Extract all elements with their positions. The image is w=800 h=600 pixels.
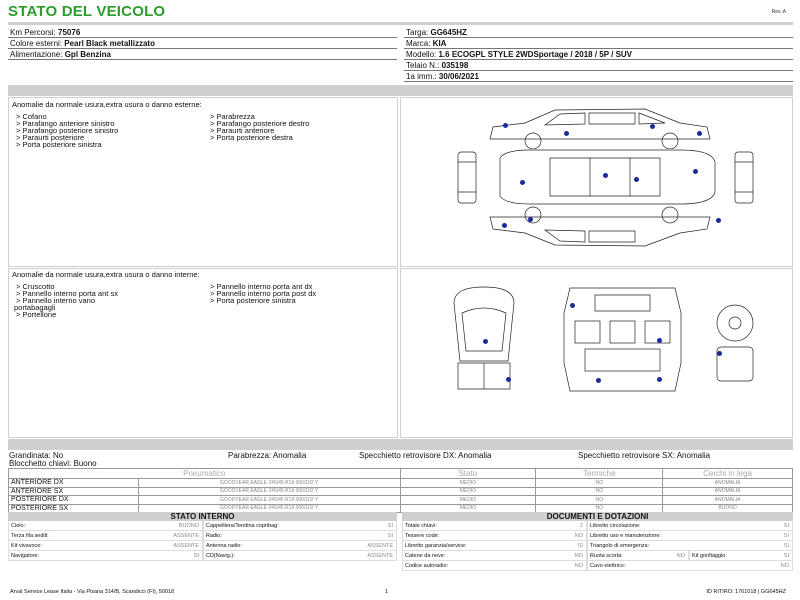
interior-row: Cielo: BUONO <box>8 521 203 531</box>
interior-row: Navigatore: SI <box>8 551 203 561</box>
damage-marker <box>697 131 702 136</box>
damage-marker <box>634 177 639 182</box>
table-row <box>9 487 793 496</box>
car-side-view-icon-2 <box>485 205 715 249</box>
interior-row: Antenna radio: ASSENTE <box>203 541 397 551</box>
internal-damage-title: Anomalie da normale usura,extra usura o danno interne: <box>12 270 200 279</box>
tyre-state: MEDIO <box>400 487 536 496</box>
title-divider <box>8 22 793 25</box>
steering-wheel-icon <box>705 295 765 385</box>
damage-marker <box>657 338 662 343</box>
damage-marker <box>502 223 507 228</box>
tyre-position: ANTERIORE SX <box>9 487 139 496</box>
revision-label: Rev. A <box>771 9 786 15</box>
table-header-row <box>9 469 793 479</box>
list-item: > Parafango posteriore destro <box>210 119 310 128</box>
tyre-model: GOODYEAR EAGLE 245/45 R19 000/102 Y <box>138 487 400 496</box>
mirror-dx-status: Specchietto retrovisore DX: Anomalia <box>359 451 492 460</box>
info-model: Modello: 1.6 ECOGPL STYLE 2WDSportage / 2018 / 5P / SUV <box>404 49 793 60</box>
damage-marker <box>528 217 533 222</box>
tyre-winter: NO <box>536 487 663 496</box>
key-lock-status: Blocchetto chiavi: Buono <box>9 459 97 468</box>
tyre-position: POSTERIORE DX <box>9 496 139 505</box>
tyre-winter: NO <box>536 479 663 488</box>
damage-marker <box>570 303 575 308</box>
document-row: Codice autoradio: NO <box>402 561 587 571</box>
document-row: Catene da neve: NO <box>402 551 587 561</box>
document-row: Libretto garanzia/service: SI <box>402 541 587 551</box>
tyre-rims: ANOMALIA <box>663 487 793 496</box>
list-item: > Porta posteriore sinistra <box>16 140 102 149</box>
list-item: > Parafango anteriore sinistro <box>16 119 115 128</box>
list-item: > Parabrezza <box>210 112 255 121</box>
list-item: > Paraurti anteriore <box>210 126 275 135</box>
header-tyre: Pneumatico <box>9 469 401 479</box>
interior-row: Radio: SI <box>203 531 397 541</box>
internal-damage-list-1 <box>16 283 118 318</box>
damage-marker <box>520 180 525 185</box>
tyre-model: GOODYEAR EAGLE 245/45 R19 000/102 Y <box>138 479 400 488</box>
list-item: > Pannello interno porta ant sx <box>16 289 118 298</box>
list-item: > Portellone <box>16 310 57 319</box>
document-row: Triangolo di emergenza: SI <box>587 541 793 551</box>
tyre-position: POSTERIORE SX <box>9 504 139 513</box>
tyre-model: GOODYEAR EAGLE 245/45 R19 000/102 Y <box>138 496 400 505</box>
list-item: > Porta posteriore destra <box>210 133 293 142</box>
damage-marker <box>596 378 601 383</box>
mirror-sx-status: Specchietto retrovisore SX: Anomalia <box>578 451 711 460</box>
document-row: Libretto circolazione: SI <box>587 521 793 531</box>
damage-marker <box>693 169 698 174</box>
info-brand: Marca: KIA <box>404 38 793 49</box>
damage-marker <box>503 123 508 128</box>
info-color: Colore esterni: Pearl Black metallizzato <box>8 38 397 49</box>
car-side-view-icon <box>485 105 715 149</box>
windshield-status: Parabrezza: Anomalia <box>228 451 307 460</box>
list-item: > Cofano <box>16 112 47 121</box>
list-item: > Paraurti posteriore <box>16 133 85 142</box>
table-row <box>9 479 793 488</box>
document-row: Kit gonfiaggio: SI <box>689 551 793 561</box>
info-km: Km Percorsi: 75076 <box>8 27 397 38</box>
document-row: Libretto uso e manutenzione: SI <box>587 531 793 541</box>
document-row: Tessere code: NO <box>402 531 587 541</box>
car-interior-top-icon <box>555 283 690 395</box>
info-registration: 1a imm.: 30/06/2021 <box>404 71 793 82</box>
external-damage-list-2 <box>210 113 309 141</box>
tyre-winter: NO <box>536 496 663 505</box>
tyre-position: ANTERIORE DX <box>9 479 139 488</box>
table-row <box>9 496 793 505</box>
section-divider-middle <box>8 439 793 450</box>
info-plate: Targa: GG645HZ <box>404 27 793 38</box>
damage-marker <box>506 377 511 382</box>
list-item: portabagagli <box>14 303 56 312</box>
tyre-rims: ANOMALIA <box>663 496 793 505</box>
header-stato: Stato <box>400 469 536 479</box>
list-item: > Pannello interno vano <box>16 296 96 305</box>
info-fuel: Alimentazione: Gpl Benzina <box>8 49 397 60</box>
document-row: Totale chiavi: 2 <box>402 521 587 531</box>
tyre-state: MEDIO <box>400 496 536 505</box>
damage-marker <box>657 377 662 382</box>
damage-marker <box>650 124 655 129</box>
tyre-rims: ANOMALIA <box>663 479 793 488</box>
external-damage-title: Anomalie da normale usura,extra usura o danno esterne: <box>12 100 202 109</box>
header-termiche: Termiche <box>536 469 663 479</box>
document-row: Cavo elettrico: NO <box>587 561 793 571</box>
tyre-state: MEDIO <box>400 479 536 488</box>
list-item: > Parafango posteriore sinistro <box>16 126 119 135</box>
document-title: STATO DEL VEICOLO <box>8 3 166 20</box>
tyre-model: GOODYEAR EAGLE 245/45 R19 000/102 Y <box>138 504 400 513</box>
interior-status-title: STATO INTERNO <box>8 512 397 521</box>
interior-row: CD(Navig.): ASSENTE <box>203 551 397 561</box>
car-rear-view-icon <box>732 150 756 205</box>
list-item: > Cruscotto <box>16 282 55 291</box>
tyre-rims: BUONO <box>663 504 793 513</box>
damage-marker <box>483 339 488 344</box>
damage-marker <box>603 173 608 178</box>
footer-page-number: 1 <box>385 589 389 595</box>
list-item: > Pannello interno porta post dx <box>210 289 317 298</box>
tyre-state: MEDIO <box>400 504 536 513</box>
damage-marker <box>564 131 569 136</box>
damage-marker <box>717 351 722 356</box>
external-damage-list-1 <box>16 113 118 148</box>
interior-row: Terza fila sedili: ASSENTE <box>8 531 203 541</box>
footer-id: ID RITIRO: 1761018 | GG645HZ <box>706 589 786 595</box>
document-row: Ruota scorta: NO <box>587 551 689 561</box>
section-divider-top <box>8 85 793 96</box>
tyre-winter: NO <box>536 504 663 513</box>
info-chassis: Telaio N.: 035198 <box>404 60 793 71</box>
hail-status: Grandinata: No <box>9 451 64 460</box>
internal-damage-list-2 <box>210 283 316 304</box>
tyres-table <box>8 468 793 513</box>
list-item: > Pannello interno porta ant dx <box>210 282 313 291</box>
interior-row: Cappelliera/Tendina copribag: SI <box>203 521 397 531</box>
documents-title: DOCUMENTI E DOTAZIONI <box>402 512 793 521</box>
car-front-view-icon <box>455 150 479 205</box>
footer-company: Arval Service Lease Italia - Via Pisana 314/B, Scandicci (FI), 50018 <box>10 589 175 595</box>
damage-marker <box>716 218 721 223</box>
list-item: > Porta posteriore sinistra <box>210 296 296 305</box>
interior-row: Kit vivavoce: ASSENTE <box>8 541 203 551</box>
header-cerchi: Cerchi in lega <box>663 469 793 479</box>
